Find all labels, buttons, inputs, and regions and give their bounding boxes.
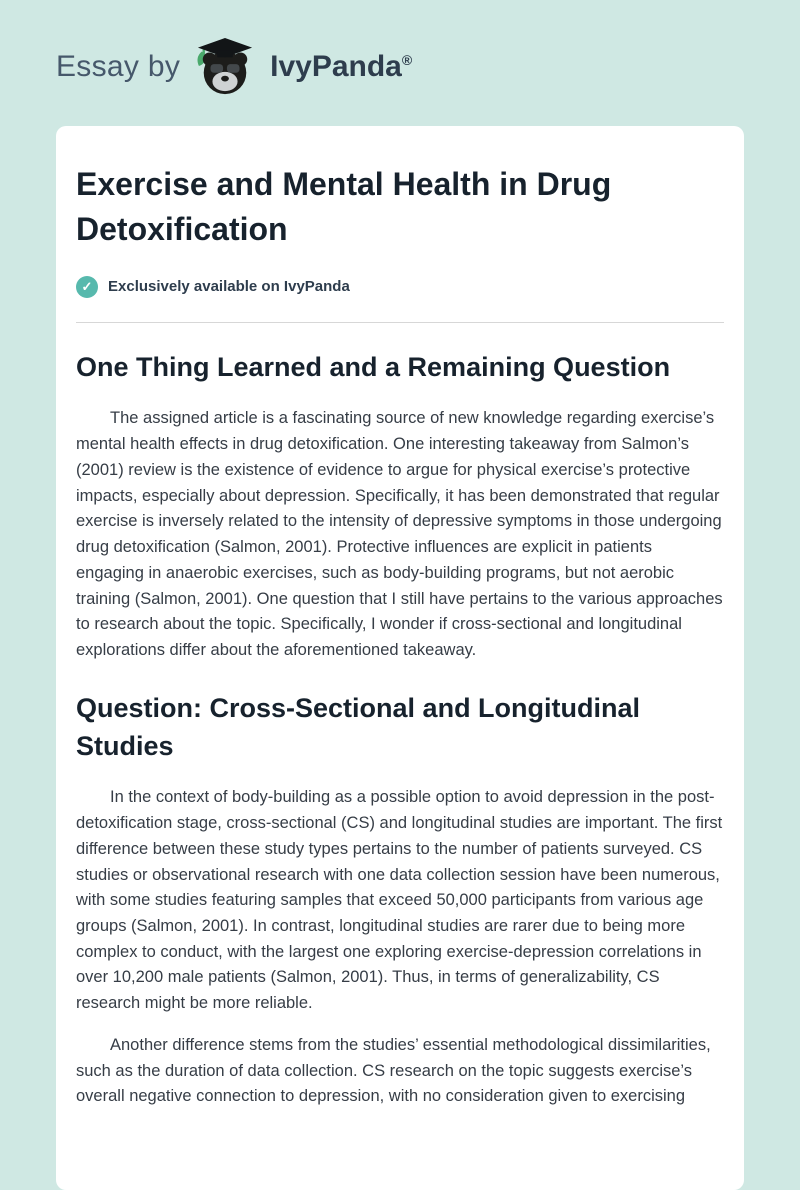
brand-text: IvyPanda: [270, 50, 402, 83]
exclusive-badge: [76, 276, 724, 298]
ivypanda-logo-icon: [194, 38, 256, 96]
divider: [76, 322, 724, 323]
brand-name: [270, 50, 412, 84]
essay-title: Exercise and Mental Health in Drug Detoxification: [76, 166, 612, 247]
exclusive-badge-text: Exclusively available on IvyPanda: [108, 278, 350, 296]
section-heading-1: One Thing Learned and a Remaining Question: [76, 351, 671, 382]
section-2-paragraph-1: In the context of body-building as a possible option to avoid depression in the post-detoxification stage, cross-sectional (CS) and longitudinal studies are important. The first difference between these study types pertains to the number of patients surveyed. CS studies or observational research with one data collection session have been numerous, with some studies featuring samples that exceed 50,000 participants from various age groups (Salmon, 2001). In contrast, longitudinal studies are rarer due to being more complex to conduct, with the largest one exploring exercise-depression correlations in over 10,200 male patients (Salmon, 2001). Thus, in terms of generalizability, CS research might be more reliable.: [76, 788, 723, 1013]
section-2-paragraph-2: Another difference stems from the studies’ essential methodological dissimilarities, such as the duration of data collection. CS research on the topic suggests exercise’s overall negative connection to depression, with no consideration given to exercising: [76, 1035, 711, 1106]
section-1-paragraph-1: The assigned article is a fascinating source of new knowledge regarding exercise’s mental health effects in drug detoxification. One interesting takeaway from Salmon’s (2001) review is the existence of evidence to argue for physical exercise’s protective impacts, especially about depression. Specifically, it has been demonstrated that regular exercise is inversely related to the intensity of depressive symptoms in those undergoing drug detoxification (Salmon, 2001). Protective influences are explicit in patients engaging in anaerobic exercises, such as body-building programs, but not aerobic training (Salmon, 2001). One question that I still have pertains to the various approaches to research about the topic. Specifically, I wonder if cross-sectional and longitudinal explorations differ about the aforementioned takeaway.: [76, 409, 723, 659]
essay-card: [56, 126, 744, 1190]
registered-mark: ®: [401, 52, 413, 68]
checkmark-icon: ✓: [76, 276, 98, 298]
header-prefix: Essay by: [56, 50, 181, 83]
section-heading-2: Question: Cross-Sectional and Longitudinal Studies: [76, 692, 641, 761]
header: [0, 0, 800, 122]
